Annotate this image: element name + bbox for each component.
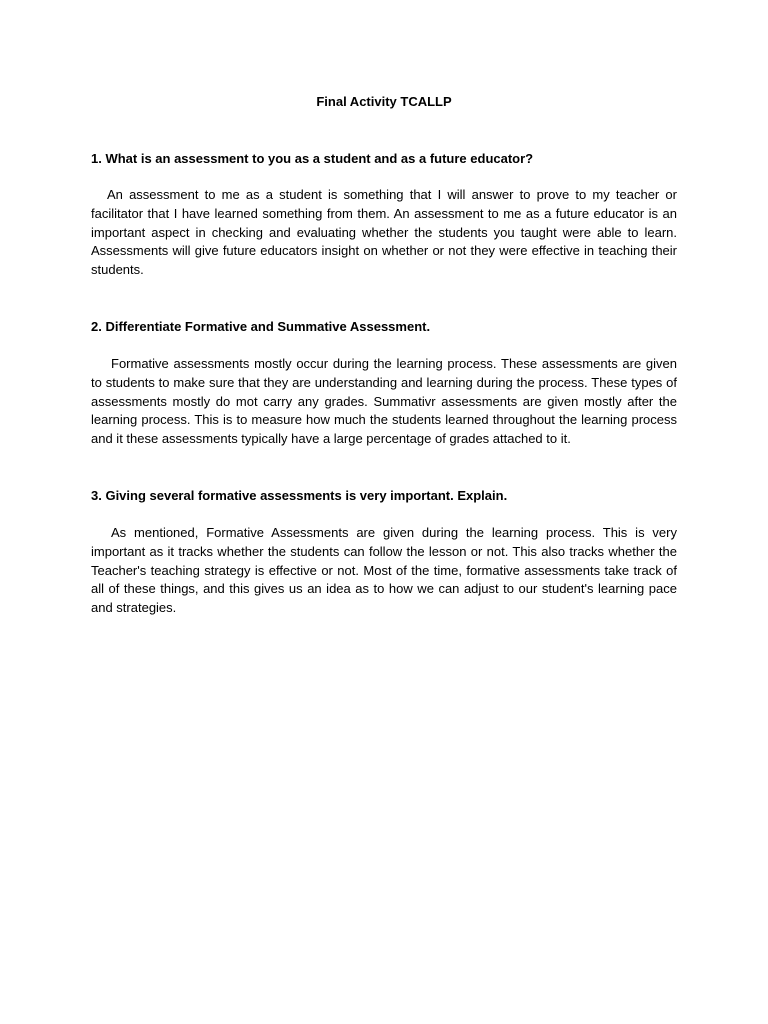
- document-title: Final Activity TCALLP: [316, 94, 452, 109]
- answer-1: An assessment to me as a student is something that I will answer to prove to my teacher or facilitator that I have learned something from them. An assessment to me as a future educator is an important aspect in checking and evaluating whether the students you taught were able to learn. Assessments will give future educators insight on whether or not they were effective in teaching their students.: [91, 187, 677, 277]
- question-3: 3. Giving several formative assessments is very important. Explain.: [91, 488, 508, 503]
- answer-2: Formative assessments mostly occur during the learning process. These assessments are given to students to make sure that they are understanding and learning during the process. These types of assessments mostly do mot carry any grades. Summativr assessments are given mostly after the learning process. This is to measure how much the students learned throughout the learning process and it these assessments typically have a large percentage of grades attached to it.: [91, 356, 677, 446]
- answer-3: As mentioned, Formative Assessments are given during the learning process. This is very important as it tracks whether the students can follow the lesson or not. This also tracks whether the Teacher's teaching strategy is effective or not. Most of the time, formative assessments take track of all of these things, and this gives us an idea as to how we can adjust to our student's learning pace and strategies.: [91, 525, 677, 615]
- question-2: 2. Differentiate Formative and Summative Assessment.: [91, 319, 431, 334]
- question-1: 1. What is an assessment to you as a student and as a future educator?: [91, 151, 534, 166]
